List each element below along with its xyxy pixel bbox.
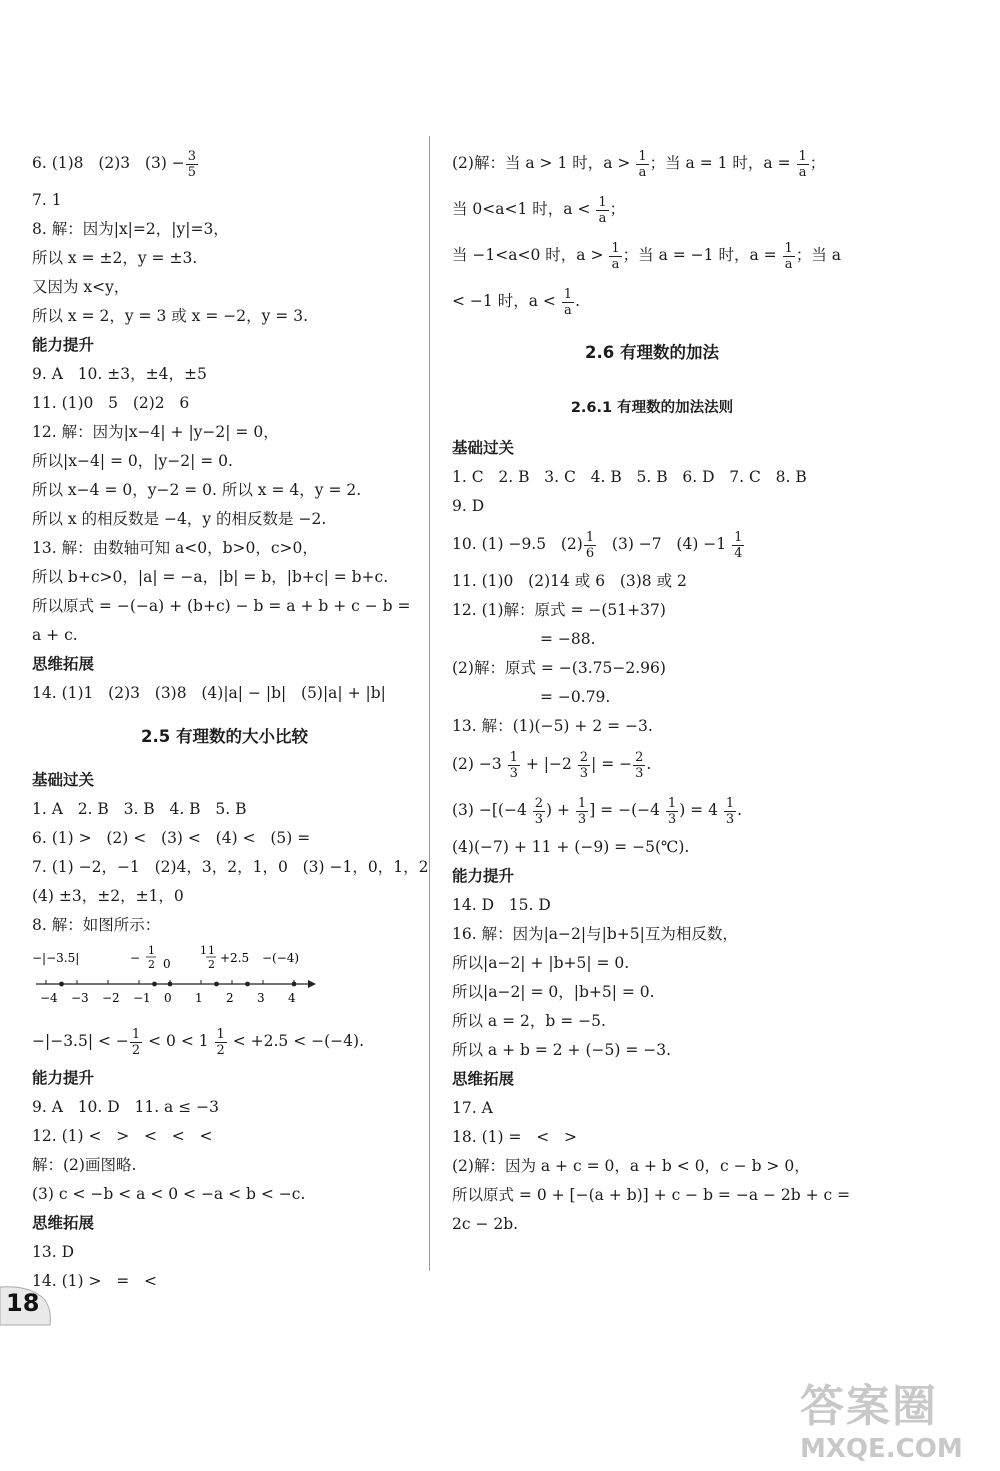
number-line-tick-label: 1 (195, 991, 203, 1005)
fraction: $\frac{1}{6}$ (585, 529, 595, 561)
number-line-label: 2 (208, 958, 215, 971)
section-label: 能力提升 (452, 867, 515, 885)
fraction: $\frac{2}{3}$ (534, 795, 544, 827)
answer-line: (4) ±3，±2，±1，0 (32, 887, 184, 905)
answer-line: 7. 1 (32, 191, 62, 209)
subsection-heading: 2.6.1 有理数的加法法则 (570, 400, 734, 416)
answer-line: 10. (1) −9.5 (2) $\frac{1}{6}$ (3) −7 (4) −1 $\frac{1}{4}$ (452, 529, 743, 561)
answer-line: 14. (1)1 (2)3 (3)8 (4)|a| − |b| (5)|a| + |b| (32, 684, 386, 702)
answer-line: 所以 x = ±2，y = ±3. (32, 249, 198, 267)
fraction: $\frac{1}{2}$ (131, 1026, 141, 1058)
answer-line: (2)解：当 a > 1 时，a > $\frac{1}{a}$ ；当 a = 1 时，a = $\frac{1}{a}$ ； (452, 148, 826, 180)
number-line-tick-label: 0 (164, 991, 172, 1005)
fraction: $\frac{3}{5}$ (187, 148, 197, 180)
number-line-tick-label: −4 (40, 991, 58, 1005)
number-line-label: −|−3.5| (32, 951, 80, 965)
number-line-label: 1 (208, 944, 215, 957)
number-line-point (59, 982, 64, 987)
watermark-text: 答案圈 (800, 1381, 938, 1432)
watermark-url: MXQE.COM (800, 1434, 963, 1464)
answer-line: 所以 a + b = 2 + (−5) = −3. (452, 1041, 672, 1059)
answer-line: 所以 x−4 = 0，y−2 = 0. 所以 x = 4，y = 2. (32, 481, 362, 499)
answer-line: 13. 解：(1)(−5) + 2 = −3. (452, 717, 653, 735)
answer-line: 所以 b+c>0，|a| = −a，|b| = b，|b+c| = b+c. (32, 568, 389, 586)
fraction: $\frac{1}{a}$ (798, 148, 807, 180)
left-column (32, 140, 429, 1296)
number-line-label: − (130, 951, 141, 965)
number-line-tick-label: 4 (288, 991, 296, 1005)
answer-line: (2)解：因为 a + c = 0，a + b < 0，c − b > 0， (452, 1157, 810, 1175)
column-divider (429, 136, 430, 1271)
answer-line: 所以 x = 2，y = 3 或 x = −2，y = 3. (32, 307, 309, 325)
answer-line: 所以 a = 2，b = −5. (452, 1012, 606, 1030)
number-line-label: −(−4) (262, 951, 300, 965)
fraction: $\frac{1}{a}$ (638, 148, 647, 180)
answer-line: (2)解：原式 = −(3.75−2.96) (452, 659, 666, 677)
fraction: $\frac{1}{2}$ (216, 1026, 225, 1058)
section-label: 基础过关 (32, 771, 95, 789)
section-label: 思维拓展 (32, 655, 95, 673)
answer-line: 所以|a−2| + |b+5| = 0. (452, 954, 630, 972)
answer-line: 9. A 10. D 11. a ≤ −3 (32, 1098, 219, 1116)
fraction: $\frac{1}{3}$ (725, 795, 735, 827)
answer-line: (4)(−7) + 11 + (−9) = −5(℃). (452, 838, 690, 856)
answer-line: 2c − 2b. (452, 1215, 519, 1233)
section-label: 基础过关 (452, 439, 515, 457)
page-number-badge (0, 1285, 58, 1327)
answer-line: 7. (1) −2，−1 (2)4，3，2，1，0 (3) −1，0，1，2 (32, 858, 429, 876)
answer-line: 12. (1)解：原式 = −(51+37) (452, 601, 666, 619)
answer-line: (2) −3 $\frac{1}{3}$ + |−2 $\frac{2}{3}$ | = − $\frac{2}{3}$ . (452, 749, 652, 781)
answer-line: 所以 x 的相反数是 −4，y 的相反数是 −2. (32, 510, 327, 528)
answer-line: (3) −[(−4 $\frac{2}{3}$ ) + $\frac{1}{3}$ ] = −(−4 $\frac{1}{3}$ ) = 4 $\frac{1}{3}$ . (452, 795, 743, 827)
fraction: $\frac{1}{3}$ (667, 795, 677, 827)
section-label: 能力提升 (32, 1069, 95, 1087)
answer-line: 6. (1)8 (2)3 (3) − $\frac{3}{5}$ (32, 148, 197, 180)
page-number: 18 (6, 1289, 40, 1317)
number-line-point (245, 982, 250, 987)
answer-line: 13. D (32, 1243, 75, 1261)
answer-line: 9. A 10. ±3，±4，±5 (32, 365, 207, 383)
answer-line: 1. C 2. B 3. C 4. B 5. B 6. D 7. C 8. B (452, 468, 807, 486)
answer-line: −|−3.5| < − $\frac{1}{2}$ < 0 < 1 $\frac{1}{2}$ < +2.5 < −(−4). (32, 1026, 364, 1058)
answer-line: 11. (1)0 (2)14 或 6 (3)8 或 2 (452, 572, 687, 590)
number-line-label: 1 (200, 944, 207, 957)
number-line-tick-label: 3 (257, 991, 265, 1005)
number-line-point (214, 982, 219, 987)
answer-line: 当 −1<a<0 时，a > $\frac{1}{a}$ ；当 a = −1 时，a = $\frac{1}{a}$ ；当 a (452, 240, 841, 272)
answer-line: 当 0<a<1 时，a < $\frac{1}{a}$ ； (452, 194, 626, 226)
answer-line: 12. (1) < > < < < (32, 1127, 213, 1145)
fraction: $\frac{2}{3}$ (579, 749, 589, 781)
answer-line: 14. D 15. D (452, 896, 551, 914)
answer-line: 解：(2)画图略. (32, 1156, 137, 1174)
answer-line: 8. 解：如图所示： (32, 916, 161, 934)
answer-line: = −88. (540, 630, 596, 648)
number-line-label: +2.5 (220, 951, 250, 965)
section-heading: 2.6 有理数的加法 (585, 343, 719, 362)
number-line-point (168, 982, 173, 987)
answer-line: 9. D (452, 497, 485, 515)
answer-line: 11. (1)0 5 (2)2 6 (32, 394, 190, 412)
answer-line: 所以|a−2| = 0，|b+5| = 0. (452, 983, 655, 1001)
answer-line: 17. A (452, 1099, 493, 1117)
fraction: $\frac{1}{a}$ (563, 286, 573, 318)
answer-line: 16. 解：因为|a−2|与|b+5|互为相反数， (452, 925, 738, 943)
number-line-figure (32, 940, 417, 1018)
number-line-tick-label: −2 (102, 991, 120, 1005)
section-label: 思维拓展 (32, 1214, 95, 1232)
number-line-point (152, 982, 157, 987)
answer-line: 所以原式 = 0 + [−(a + b)] + c − b = −a − 2b + c = (452, 1186, 851, 1204)
fraction: $\frac{1}{3}$ (509, 749, 518, 781)
answer-line: 1. A 2. B 3. B 4. B 5. B (32, 800, 247, 818)
fraction: $\frac{1}{3}$ (577, 795, 587, 827)
number-line-point (292, 982, 297, 987)
number-line-tick-label: −1 (133, 991, 151, 1005)
number-line-tick-label: 2 (226, 991, 234, 1005)
answer-line: = −0.79. (540, 688, 611, 706)
answer-line: 18. (1) = < > (452, 1128, 577, 1146)
section-label: 能力提升 (32, 336, 95, 354)
watermark-logo (800, 1370, 990, 1465)
number-line-label: 1 (148, 944, 155, 957)
answer-line: 14. (1) > = < (32, 1272, 157, 1290)
number-line-label: 0 (163, 957, 171, 971)
number-line-label: 2 (148, 958, 155, 971)
answer-line: 所以|x−4| = 0，|y−2| = 0. (32, 452, 233, 470)
answer-line: 12. 解：因为|x−4| + |y−2| = 0， (32, 423, 279, 441)
fraction: $\frac{1}{a}$ (784, 240, 793, 272)
section-label: 思维拓展 (452, 1070, 515, 1088)
answer-line: 又因为 x<y， (32, 278, 130, 296)
answer-line: 6. (1) > (2) < (3) < (4) < (5) = (32, 829, 311, 847)
answer-line: < −1 时，a < $\frac{1}{a}$ . (452, 286, 580, 318)
section-heading: 2.5 有理数的大小比较 (141, 727, 308, 746)
fraction: $\frac{1}{a}$ (611, 240, 620, 272)
fraction: $\frac{1}{a}$ (598, 194, 607, 226)
fraction: $\frac{2}{3}$ (635, 749, 644, 781)
number-line-tick-label: −3 (71, 991, 89, 1005)
answer-line: 13. 解：由数轴可知 a<0，b>0，c>0， (32, 539, 318, 557)
right-column (452, 140, 852, 1239)
answer-line: a + c. (32, 626, 78, 644)
answer-line: 8. 解：因为|x|=2，|y|=3， (32, 220, 229, 238)
answer-line: (3) c < −b < a < 0 < −a < b < −c. (32, 1185, 306, 1203)
fraction: $\frac{1}{4}$ (734, 529, 743, 561)
answer-line: 所以原式 = −(−a) + (b+c) − b = a + b + c − b = (32, 597, 411, 615)
